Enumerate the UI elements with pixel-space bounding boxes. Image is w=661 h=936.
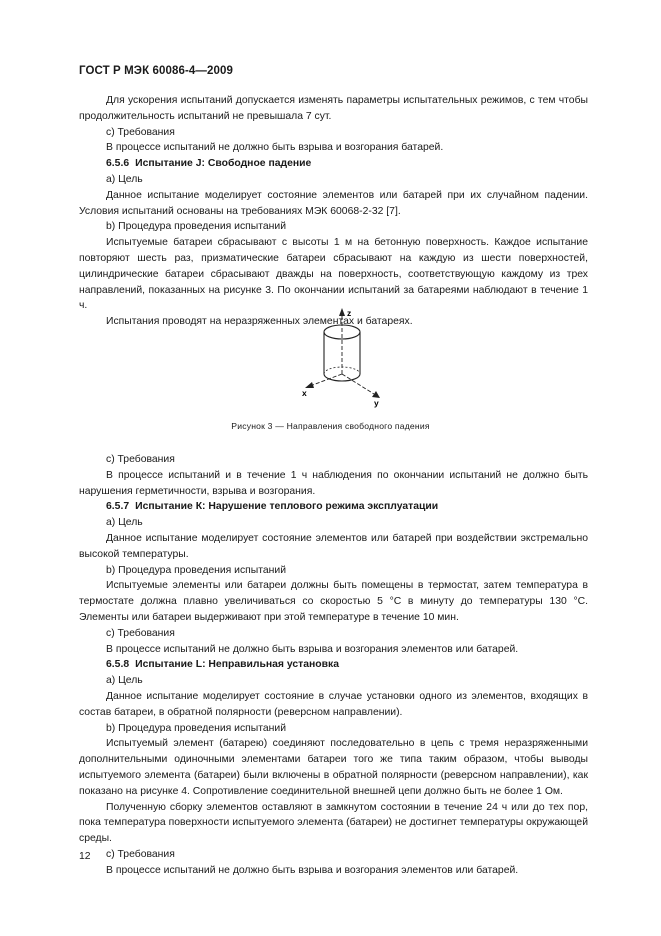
paragraph: Данное испытание моделирует состояние в случае установки одного из элементов, входящих в состав батареи, в обратной полярности (реверсном направлении). bbox=[79, 690, 588, 718]
paragraph: Испытуемый элемент (батарею) соединяют последовательно в цепь с тремя неразряженными дополнительными одиночными элементами батареи того же типа таким образом, чтобы выводы испытуемого элемента (батареи) были включены в обратной полярности (реверсном направлении), как показано на рисунке 4. Сопротивление соединительной внешней цепи должно быть не более 1 Ом. bbox=[79, 738, 588, 797]
text-line: b) Процедура проведения испытаний bbox=[106, 722, 287, 734]
page-number: 12 bbox=[79, 851, 91, 862]
y-axis-label: y bbox=[374, 398, 379, 408]
section-title: Испытание J: Свободное падение bbox=[135, 158, 312, 170]
text-line: В процессе испытаний не должно быть взрыва и возгорания элементов или батарей. bbox=[106, 643, 519, 655]
section-title: Испытание К: Нарушение теплового режима эксплуатации bbox=[135, 501, 439, 513]
paragraph: Полученную сборку элементов оставляют в замкнутом состоянии в течение 24 ч или до тех пор, пока температура поверхности испытуемого элемента (батареи) не достигнет температуры окружающей среды. bbox=[79, 801, 588, 845]
paragraph: Испытуемые батареи сбрасывают с высоты 1 м на бетонную поверхность. Каждое испытание повторяют шесть раз, призматические батареи сбрасывают на каждую из шести поверхностей, цилиндрические батареи сбрасывают дважды на поверхность, соответствующую каждому из трех направлений, показанных на рисунке 3. По окончании испытаний за батареями наблюдают в течение 1 ч. bbox=[79, 237, 588, 312]
text-line: b) Процедура проведения испытаний bbox=[106, 221, 287, 233]
section-heading bbox=[79, 657, 588, 673]
document-header: ГОСТ Р МЭК 60086-4—2009 bbox=[79, 65, 233, 77]
z-axis-arrow bbox=[339, 308, 345, 316]
text-line: b) Процедура проведения испытаний bbox=[106, 564, 287, 576]
section-number: 6.5.7 bbox=[106, 501, 130, 513]
text-block-top bbox=[79, 93, 588, 330]
text-line: c) Требования bbox=[106, 848, 175, 860]
text-line: a) Цель bbox=[106, 517, 143, 529]
text-line: c) Требования bbox=[106, 454, 175, 465]
y-axis-arrow bbox=[372, 391, 380, 398]
text-line: a) Цель bbox=[106, 675, 143, 687]
section-title: Испытание L: Неправильная установка bbox=[135, 659, 340, 671]
paragraph: Данное испытание моделирует состояние элементов или батарей при воздействии экстремально высокой температуры. bbox=[79, 532, 588, 560]
paragraph: В процессе испытаний и в течение 1 ч наблюдения по окончании испытаний не должно быть нарушения герметичности, взрыва и возгорания. bbox=[79, 469, 588, 497]
z-axis-label: z bbox=[347, 308, 352, 318]
section-number: 6.5.8 bbox=[106, 659, 130, 671]
text-line: В процессе испытаний не должно быть взрыва и возгорания элементов или батарей. bbox=[106, 864, 519, 876]
figure-caption: Рисунок 3 — Направления свободного падения bbox=[231, 421, 430, 431]
free-fall-directions-figure bbox=[300, 302, 390, 410]
text-line: a) Цель bbox=[106, 173, 143, 185]
text-line: В процессе испытаний не должно быть взрыва и возгорания батарей. bbox=[106, 142, 444, 154]
section-number: 6.5.6 bbox=[106, 158, 130, 170]
section-heading bbox=[79, 499, 588, 515]
x-axis-line bbox=[310, 374, 342, 386]
text-line: c) Требования bbox=[106, 126, 175, 138]
paragraph: Испытуемые элементы или батареи должны быть помещены в термостат, затем температура в термостате должна плавно увеличиваться со скоростью 5 °С в минуту до температуры 130 °С. Элементы или батареи выдерживают при этой температуре в течение 10 мин. bbox=[79, 580, 588, 623]
paragraph: Испытания проводят на неразряженных элементах и батареях. bbox=[106, 316, 413, 328]
cylinder-bottom-front bbox=[324, 374, 360, 381]
x-axis-label: x bbox=[302, 388, 307, 398]
text-block-bottom bbox=[79, 452, 588, 879]
paragraph: Для ускорения испытаний допускается изменять параметры испытательных режимов, с тем чтобы продолжительность испытаний не превышала 7 сут. bbox=[79, 95, 588, 122]
text-line: c) Требования bbox=[106, 627, 175, 639]
section-heading bbox=[79, 156, 588, 172]
paragraph: Данное испытание моделирует состояние элементов или батарей при их случайном падении. Условия испытаний основаны на требованиях МЭК 60068-2-32 [7]. bbox=[79, 189, 588, 217]
